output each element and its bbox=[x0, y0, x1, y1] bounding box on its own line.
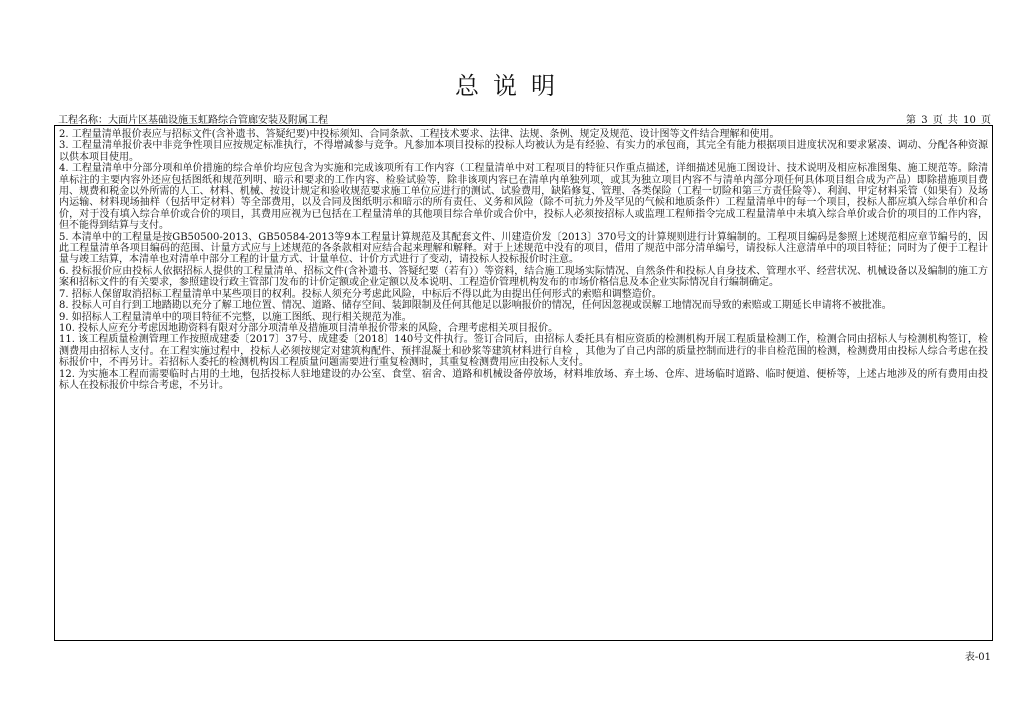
paragraph-3: 3. 工程量清单报价表中非竞争性项目应按规定标准执行，不得增减参与竞争。凡参加本项目投标的投标人均被认为是有经验、有实力的承包商，其完全有能力根据项目进度状况和要求紧凑、调动、分配各种资源以供本项目使用。 bbox=[59, 140, 988, 163]
project-name: 工程名称：大面片区基础设施玉虹路综合管廊安装及附属工程 bbox=[58, 115, 328, 126]
form-number: 表-01 bbox=[964, 652, 991, 663]
paragraph-9: 9. 如招标人工程量清单中的项目特征不完整，以施工图纸、现行相关规范为准。 bbox=[59, 311, 412, 323]
paragraph-6: 6. 投标报价应由投标人依据招标人提供的工程量清单、招标文件(含补遗书、答疑纪要（若有））等资料，结合施工现场实际情况、自然条件和投标人自身技术、管理水平、经营状况、机械设备以及编制的施工方案和招标文件的有关要求，参照建设行政主管部门发布的计价定额或企业定额以及本说明、工程造价管理机构发布的市场价格信息及本企业实际情况自行编制确定。 bbox=[59, 265, 988, 289]
paragraph-10: 10. 投标人应充分考虑因地勘资料有限对分部分项清单及措施项目清单报价带来的风险，合理考虑相关项目报价。 bbox=[59, 322, 559, 334]
description-content bbox=[55, 126, 992, 391]
paragraph-2: 2. 工程量清单报价表应与招标文件(含补遗书、答疑纪要)中投标须知、合同条款、工程技术要求、法律、法规、条例、规定及规范、设计图等文件结合理解和使用。 bbox=[59, 129, 780, 140]
description-box bbox=[54, 125, 993, 641]
page-number: 第 3 页 共 10 页 bbox=[906, 115, 991, 126]
paragraph-8: 8. 投标人可自行到工地踏勘以充分了解工地位置、情况、道路、储存空间、装卸限制及任何其他足以影响报价的情况，任何因忽视或误解工地情况而导致的索赔或工期延长申请将不被批准。 bbox=[59, 300, 892, 312]
paragraph-11: 11. 该工程质量检测管理工作按照成建委〔2017〕37号、成建委〔2018〕140号文件执行。签订合同后，由招标人委托具有相应资质的检测机构开展工程质量检测工作，检测合同由招标人与检测机构签订，检测费用由招标人支付。在工程实施过程中，投标人必须按规定对建筑构配件、预拌混凝土和砂浆等建筑材料进行自检 ，其他为了自己内部的质量控制而进行的非自检范围的检测，检测费用由投标人综合考虑在投标报价中，不再另计。若招标人委托的检测机构因工程质量问题需要进行重复检测时，其重复检测费用应由投标人支付。 bbox=[59, 334, 988, 369]
paragraph-5: 5. 本清单中的工程量是按GB50500-2013、GB50584-2013等9本工程量计算规范及其配套文件、川建造价发〔2013〕370号文的计算规则进行计算编制的。工程项目编码是参照上述规范相应章节编号的，因此工程量清单各项目编码的范围、计量方式应与上述规范的各条款相对应结合起来理解和解释。对于上述规范中没有的项目，借用了规范中部分清单编号，请投标人注意清单中的项目特征；同时为了便于工程计量与竣工结算，本清单也对清单中部分工程的计量方式、计量单位、计价方式进行了变动，请投标人投标报价时注意。 bbox=[59, 231, 988, 266]
paragraph-12: 12. 为实施本工程而需要临时占用的土地，包括投标人驻地建设的办公室、食堂、宿舍、道路和机械设备停放场，材料堆放场、弃土场、仓库、进场临时道路、临时便道、便桥等，上述占地涉及的所有费用由投标人在投标报价中综合考虑，不另计。 bbox=[59, 368, 988, 391]
paragraph-7: 7. 招标人保留取消招标工程量清单中某些项目的权利。投标人须充分考虑此风险，中标后不得以此为由提出任何形式的索赔和调整造价。 bbox=[59, 288, 662, 300]
paragraph-4: 4. 工程量清单中分部分项和单价措施的综合单价均应包含为实施和完成该项所有工作内容（工程量清单中对工程项目的特征只作重点描述，详细描述见施工图设计、技术说明及相应标准图集、施工规范等。除清单标注的主要内容外还应包括图纸和规范列明、暗示和要求的工作内容、检验试验等，除非该项内容已在清单内单独列项，或其为独立项目内容不与清单内部分项任何具体项目组合成为产品）即除措施项目费用、规费和税金以外所需的人工、材料、机械、按设计规定和验收规范要求施工单位应进行的测试、试验费用，缺陷修复、管理、各类保险（工程一切险和第三方责任险等）、利润、甲定材料采管（如果有）及场内运输、材料现场抽样（包括甲定材料）等全部费用，以及合同及图纸明示和暗示的所有责任、义务和风险（除不可抗力外及罕见的气候和地质条件）工程量清单中的每一个项目，投标人都应填入综合单价和合价，对于没有填入综合单价或合价的项目，其费用应视为已包括在工程量清单的其他项目综合单价或合价中，投标人必须按招标人或监理工程师指令完成工程量清单中未填入综合单价或合价的项目的工作内容，但不能得到结算与支付。 bbox=[59, 163, 988, 232]
page-title: 总说明 bbox=[455, 72, 569, 100]
